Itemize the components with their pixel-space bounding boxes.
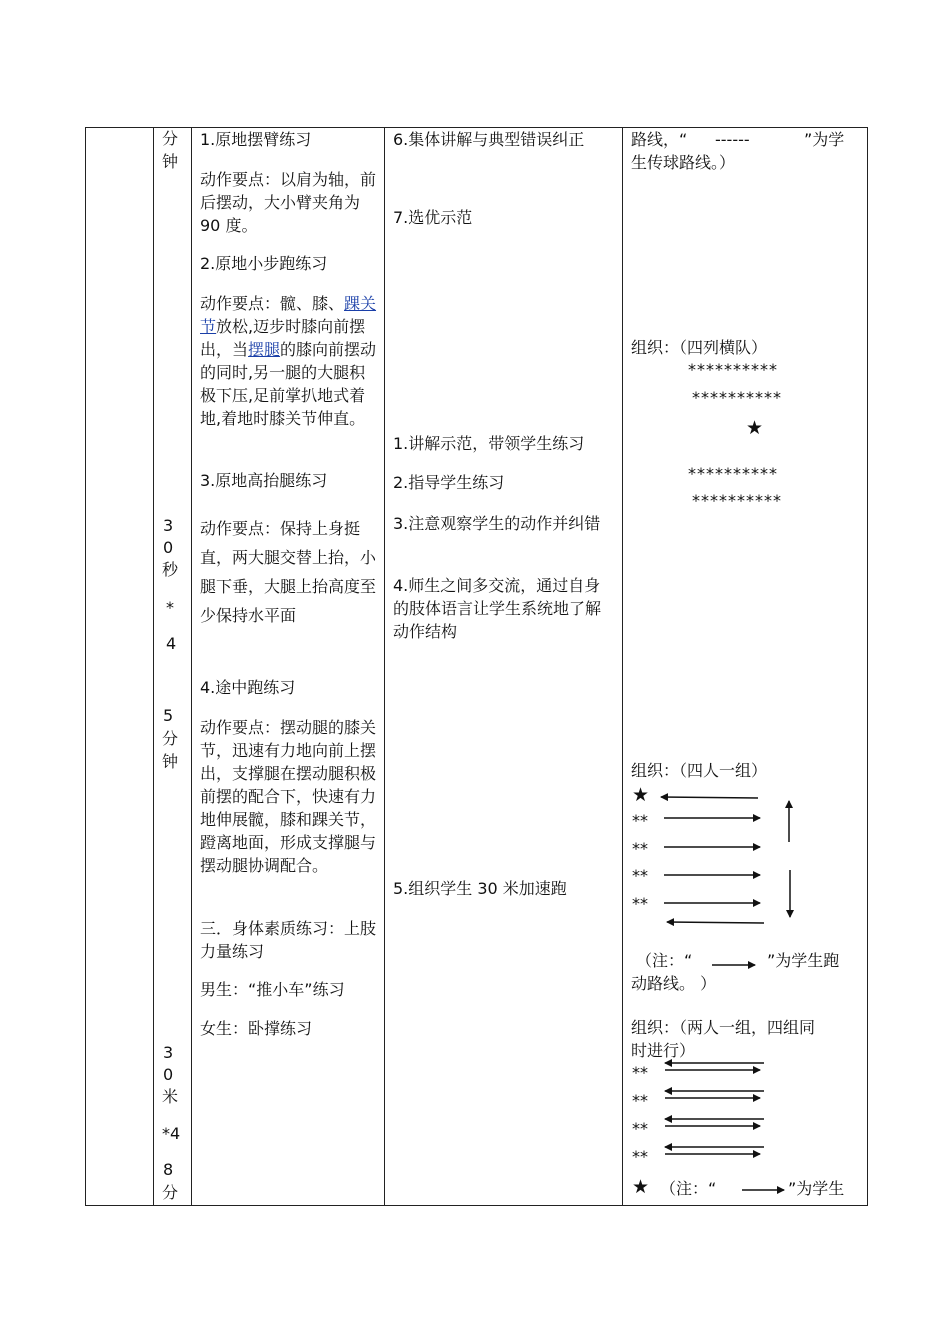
org3-label-a: 组织：（两人一组，四组同 [631,1018,816,1037]
org3-pair-3: ** [632,1119,648,1138]
time-top-1: 分 [162,129,179,148]
teacher-step-7: 7.选优示范 [393,208,473,227]
time-mid-3: 秒 [162,560,179,579]
teacher-step-6: 6.集体讲解与典型错误纠正 [393,130,585,149]
org1-label: 组织：（四列横队） [631,338,768,357]
item2-desc-b: 放松,迈步时膝向前摆出，当 [200,317,366,359]
arrow-left-icon [661,797,758,798]
route-note-line2: 生传球路线。） [631,153,736,172]
item4-title: 4.途中跑练习 [200,678,296,697]
formation-row-2: ********** [692,388,782,407]
time-mid2-3: 钟 [162,752,179,771]
teacher-star-icon: ★ [746,417,764,439]
org3-label-b: 时进行） [631,1041,696,1060]
item2-desc-c: 的膝向前摆动的同时,另一腿的大腿积极下压,足前掌扒地式着地,着地时膝关节伸直。 [200,340,377,428]
route-note-a: 路线，“ [631,130,688,149]
time-mid-1: 3 [163,516,174,535]
time-mid2-1: 5 [163,706,174,725]
org2-pair-2: ** [632,839,648,858]
note1-c: 动路线。 ） [631,974,717,993]
time-top-2: 钟 [162,152,179,171]
note2-b: ”为学生 [788,1179,845,1198]
time-mid2-2: 分 [162,729,179,748]
org3-pair-1: ** [632,1063,648,1082]
time-bottom-3: 米 [162,1087,179,1106]
org3-star-icon: ★ [632,1176,650,1198]
org2-label: 组织：（四人一组） [631,761,768,780]
teacher-step-2: 2.指导学生练习 [393,473,505,492]
time-bottom-2: 0 [163,1065,174,1084]
time-bottom-6: 分 [162,1183,179,1202]
item4-desc: 动作要点：摆动腿的膝关节，迅速有力地向前上摆出，支撑腿在摆动腿积极前摆的配合下，快速有力地伸展髋，膝和踝关节，蹬离地面，形成支撑腿与摆动腿协调配合。 [200,718,377,875]
time-bottom-4: *4 [162,1124,181,1143]
swing-leg-link[interactable]: 摆腿 [248,340,281,359]
org2-pair-3: ** [632,866,648,885]
time-bottom-5: 8 [163,1160,174,1179]
org3-pair-4: ** [632,1147,648,1166]
org2-pair-4: ** [632,894,648,913]
note2-a: （注：“ [660,1179,717,1198]
time-mid-4: * [166,598,174,617]
org2-star-icon: ★ [632,784,650,806]
item2-desc-a: 动作要点：髋、膝、 [200,294,345,313]
item3-desc: 动作要点：保持上身挺直，两大腿交替上抬，小腿下垂，大腿上抬高度至少保持水平面 [200,519,377,625]
item3-title: 3.原地高抬腿练习 [200,471,328,490]
ankle-joint-link[interactable]: 踝关节 [200,294,377,336]
note1-b: ”为学生跑 [767,951,840,970]
item5-title: 三．身体素质练习：上肢力量练习 [200,919,377,961]
time-mid-2: 0 [163,538,174,557]
item5-male: 男生：“推小车”练习 [200,980,345,999]
teacher-step-5: 5.组织学生 30 米加速跑 [393,879,567,898]
route-note-b: ”为学 [804,130,845,149]
arrow-left-icon [667,922,764,923]
item1-title: 1.原地摆臂练习 [200,130,312,149]
org2-pair-1: ** [632,811,648,830]
formation-row-4: ********** [692,491,782,510]
item5-female: 女生：卧撑练习 [200,1019,313,1038]
formation-row-3: ********** [688,464,778,483]
item2-title: 2.原地小步跑练习 [200,254,328,273]
route-note-dash: ------ [715,130,750,149]
time-bottom-1: 3 [163,1043,174,1062]
formation-row-1: ********** [688,360,778,379]
teacher-step-4: 4.师生之间多交流，通过自身的肢体语言让学生系统地了解动作结构 [393,576,602,641]
org3-pair-2: ** [632,1091,648,1110]
teacher-step-1: 1.讲解示范，带领学生练习 [393,434,585,453]
time-mid-5: 4 [166,634,177,653]
teacher-step-3: 3.注意观察学生的动作并纠错 [393,514,601,533]
note1-a: （注：“ [636,951,693,970]
item1-desc: 动作要点：以肩为轴，前后摆动，大小臂夹角为 90 度。 [200,170,377,235]
